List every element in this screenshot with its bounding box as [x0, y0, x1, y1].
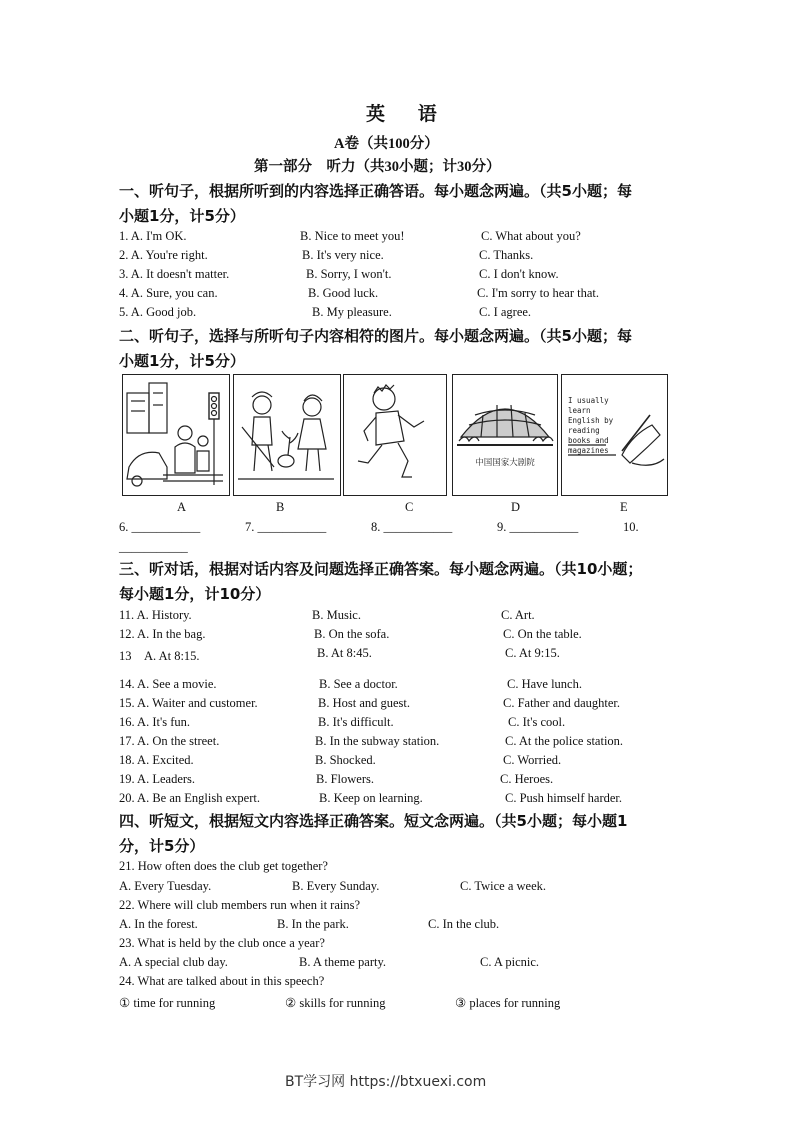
q22-option-b: B. In the park. [277, 917, 349, 931]
q15-option-b: B. Host and guest. [318, 696, 411, 710]
q20-option-b: B. Keep on learning. [319, 791, 423, 805]
q12-option-c: C. On the table. [503, 627, 582, 641]
q23-question: 23. What is held by the club once a year? [119, 936, 325, 950]
q11-option-c: C. Art. [501, 608, 535, 622]
picture-label-a: A [177, 500, 187, 514]
q4-option-c: C. I'm sorry to hear that. [477, 286, 600, 300]
section1-heading-cont: 小题1分，计5分） [119, 207, 245, 225]
section4-heading-cont: 分，计5分） [119, 837, 205, 855]
q19-option-a: 19. A. Leaders. [119, 772, 196, 786]
q17-option-a: 17. A. On the street. [119, 734, 220, 748]
note-line-5: books and [568, 436, 609, 445]
q4-option-a: 4. A. Sure, you can. [119, 286, 218, 300]
q3-option-c: C. I don't know. [479, 267, 559, 281]
q13-option-b: B. At 8:45. [317, 646, 372, 660]
q14-option-c: C. Have lunch. [507, 677, 582, 691]
q19-option-c: C. Heroes. [500, 772, 554, 786]
footer-watermark: BT学习网 https://btxuexi.com [285, 1074, 487, 1090]
q20-option-c: C. Push himself harder. [505, 791, 623, 805]
blank-8[interactable]: 8. ___________ [371, 520, 453, 534]
q3-option-a: 3. A. It doesn't matter. [119, 267, 230, 281]
q2-option-b: B. It's very nice. [302, 248, 384, 262]
q22-question: 22. Where will club members run when it rains? [119, 898, 361, 912]
q18-option-b: B. Shocked. [315, 753, 376, 767]
picture-label-b: B [276, 500, 285, 514]
blank-10-line[interactable]: ___________ [119, 540, 188, 554]
q20-option-a: 20. A. Be an English expert. [119, 791, 260, 805]
picture-a-street-scene [122, 374, 230, 496]
q24-option-2: ② skills for running [285, 996, 386, 1010]
picture-label-c: C [405, 500, 414, 514]
picture-label-e: E [620, 500, 628, 514]
q18-option-c: C. Worried. [503, 753, 562, 767]
q21-option-b: B. Every Sunday. [292, 879, 380, 893]
picture-d-caption: 中国国家大剧院 [475, 458, 535, 468]
q11-option-b: B. Music. [312, 608, 361, 622]
note-line-4: reading [568, 426, 600, 435]
q23-option-a: A. A special club day. [119, 955, 228, 969]
q24-option-1: ① time for running [119, 996, 216, 1010]
section3-heading-cont: 每小题1分，计10分） [119, 585, 271, 603]
q13-option-a: 13 A. At 8:15. [119, 649, 200, 663]
q23-option-b: B. A theme party. [299, 955, 387, 969]
note-line-6: magazines [568, 446, 609, 455]
q15-option-a: 15. A. Waiter and customer. [119, 696, 258, 710]
q16-option-b: B. It's difficult. [318, 715, 394, 729]
q24-option-3: ③ places for running [455, 996, 561, 1010]
blank-10[interactable]: 10. [623, 520, 639, 534]
q21-option-c: C. Twice a week. [460, 879, 547, 893]
q23-option-c: C. A picnic. [480, 955, 540, 969]
q22-option-a: A. In the forest. [119, 917, 198, 931]
q19-option-b: B. Flowers. [316, 772, 374, 786]
q2-option-a: 2. A. You're right. [119, 248, 208, 262]
q13-option-c: C. At 9:15. [505, 646, 560, 660]
q24-question: 24. What are talked about in this speech? [119, 974, 325, 988]
q16-option-c: C. It's cool. [508, 715, 566, 729]
part-label: 第一部分 听力（共30小题；计30分） [254, 159, 501, 175]
note-line-3: English by [568, 416, 614, 425]
q18-option-a: 18. A. Excited. [119, 753, 194, 767]
note-line-1: I usually [568, 396, 609, 405]
picture-b-planting-tree [233, 374, 341, 496]
q1-option-b: B. Nice to meet you! [300, 229, 405, 243]
q14-option-b: B. See a doctor. [319, 677, 398, 691]
q2-option-c: C. Thanks. [479, 248, 534, 262]
q14-option-a: 14. A. See a movie. [119, 677, 217, 691]
q22-option-c: C. In the club. [428, 917, 500, 931]
section3-heading: 三、听对话，根据对话内容及问题选择正确答案。每小题念两遍。（共10小题； [119, 560, 643, 578]
picture-label-d: D [511, 500, 521, 514]
blank-7[interactable]: 7. ___________ [245, 520, 327, 534]
section4-heading: 四、听短文，根据短文内容选择正确答案。短文念两遍。（共5小题；每小题1 [119, 812, 628, 830]
q15-option-c: C. Father and daughter. [503, 696, 620, 710]
q17-option-c: C. At the police station. [505, 734, 624, 748]
q1-option-a: 1. A. I'm OK. [119, 229, 187, 243]
q5-option-c: C. I agree. [479, 305, 532, 319]
picture-d-national-theatre [452, 374, 558, 496]
q3-option-b: B. Sorry, I won't. [306, 267, 392, 281]
q11-option-a: 11. A. History. [119, 608, 192, 622]
blank-9[interactable]: 9. ___________ [497, 520, 579, 534]
q16-option-a: 16. A. It's fun. [119, 715, 191, 729]
section1-heading: 一、听句子，根据所听到的内容选择正确答语。每小题念两遍。（共5小题；每 [119, 182, 632, 200]
q12-option-b: B. On the sofa. [314, 627, 390, 641]
picture-c-running-boy [343, 374, 447, 496]
picture-e-writing-note [561, 374, 668, 496]
section2-heading-cont: 小题1分，计5分） [119, 352, 245, 370]
q5-option-a: 5. A. Good job. [119, 305, 197, 319]
note-line-2: learn [568, 406, 591, 415]
page-title: 英 语 [366, 104, 451, 125]
q12-option-a: 12. A. In the bag. [119, 627, 206, 641]
q17-option-b: B. In the subway station. [315, 734, 440, 748]
section2-heading: 二、听句子，选择与所听句子内容相符的图片。每小题念两遍。（共5小题；每 [119, 327, 632, 345]
q21-question: 21. How often does the club get together? [119, 859, 328, 873]
q1-option-c: C. What about you? [481, 229, 581, 243]
q4-option-b: B. Good luck. [308, 286, 379, 300]
q21-option-a: A. Every Tuesday. [119, 879, 212, 893]
blank-6[interactable]: 6. ___________ [119, 520, 201, 534]
q5-option-b: B. My pleasure. [312, 305, 392, 319]
paper-label: A卷（共100分） [334, 136, 439, 152]
